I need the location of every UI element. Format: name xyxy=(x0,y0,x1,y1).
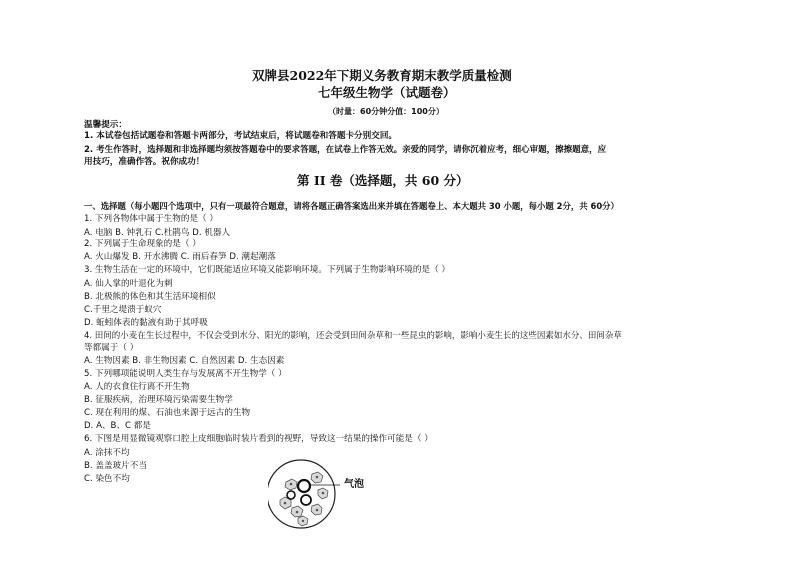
q2-stem: 2. 下列属于生命现象的是（ ） xyxy=(84,239,201,249)
part1-instruction: 一、选择题（每小题四个选项中，只有一项最符合题意，请将各题正确答案选出来并填在答题卷上、本大题共 30 小题，每小题 2分，共 60分） xyxy=(84,201,619,211)
q6-option-b: B. 盖盖玻片不当 xyxy=(84,461,147,471)
tips-line-1: 1. 本试卷包括试题卷和答题卡两部分，考试结束后，将试题卷和答题卡分别交回。 xyxy=(84,131,398,141)
q2-options: A. 火山爆发 B. 开水沸腾 C. 雨后春笋 D. 潮起潮落 xyxy=(84,252,276,262)
figure-label-bubble: 气泡 xyxy=(344,479,364,490)
q5-stem: 5. 下列哪项能说明人类生存与发展离不开生物学（ ） xyxy=(84,369,287,379)
section-title: 第 II 卷（选择题，共 60 分） xyxy=(297,173,469,188)
q6-stem: 6. 下图是用显微镜观察口腔上皮细胞临时装片看到的视野，导致这一结果的操作可能是（ ） xyxy=(84,434,433,444)
tips-line-2b: 用技巧，准确作答。祝你成功！ xyxy=(84,157,205,167)
microscope-view-drawing xyxy=(268,452,388,562)
exam-title: 双牌县2022年下期义务教育期末教学质量检测 xyxy=(252,68,512,83)
q1-stem: 1. 下列各物体中属于生物的是（ ） xyxy=(84,214,218,224)
q4-stem-2: 等都属于（ ） xyxy=(84,343,139,353)
q4-options: A. 生物因素 B. 非生物因素 C. 自然因素 D. 生态因素 xyxy=(84,356,285,366)
exam-subtitle: 七年级生物学（试题卷） xyxy=(318,85,456,100)
q5-option-a: A. 人的衣食住行离不开生物 xyxy=(84,382,190,392)
q3-option-b: B. 北极熊的体色和其生活环境相似 xyxy=(84,292,216,302)
q6-option-c: C. 染色不均 xyxy=(84,474,130,484)
q6-option-a: A. 涂抹不均 xyxy=(84,448,130,458)
q3-stem: 3. 生物生活在一定的环境中，它们既能适应环境又能影响环境。下列属于生物影响环境的是（ ） xyxy=(84,265,451,275)
q5-option-d: D. A、B、C 都是 xyxy=(84,421,151,431)
tips-heading: 温馨提示： xyxy=(84,120,127,130)
q5-option-b: B. 征服疾病，治理环境污染需要生物学 xyxy=(84,395,233,405)
q3-option-c: C.千里之堤溃于蚁穴 xyxy=(84,305,162,315)
exam-meta: （时量：60分钟分值：100分） xyxy=(328,107,444,116)
tips-line-2a: 2. 考生作答时，选择题和非选择题均须按答题卷中的要求答题，在试卷上作答无效。亲爱的同学，请你沉着应考，细心审题，擦擦题意，应 xyxy=(84,145,607,155)
microscope-view-figure xyxy=(268,452,388,562)
q3-option-a: A. 仙人掌的叶退化为刺 xyxy=(84,279,173,289)
q4-stem-1: 4. 田间的小麦在生长过程中，不仅会受到水分、阳光的影响，还会受到田间杂草和一些昆虫的影响，影响小麦生长的这些因素如水分、田间杂草 xyxy=(84,331,622,341)
q1-options: A. 电脑 B. 钟乳石 C.杜鹃鸟 D. 机器人 xyxy=(84,228,231,238)
q5-option-c: C. 现在利用的煤、石油也来源于远古的生物 xyxy=(84,408,251,418)
q3-option-d: D. 蚯蚓体表的黏液有助于其呼吸 xyxy=(84,318,208,328)
